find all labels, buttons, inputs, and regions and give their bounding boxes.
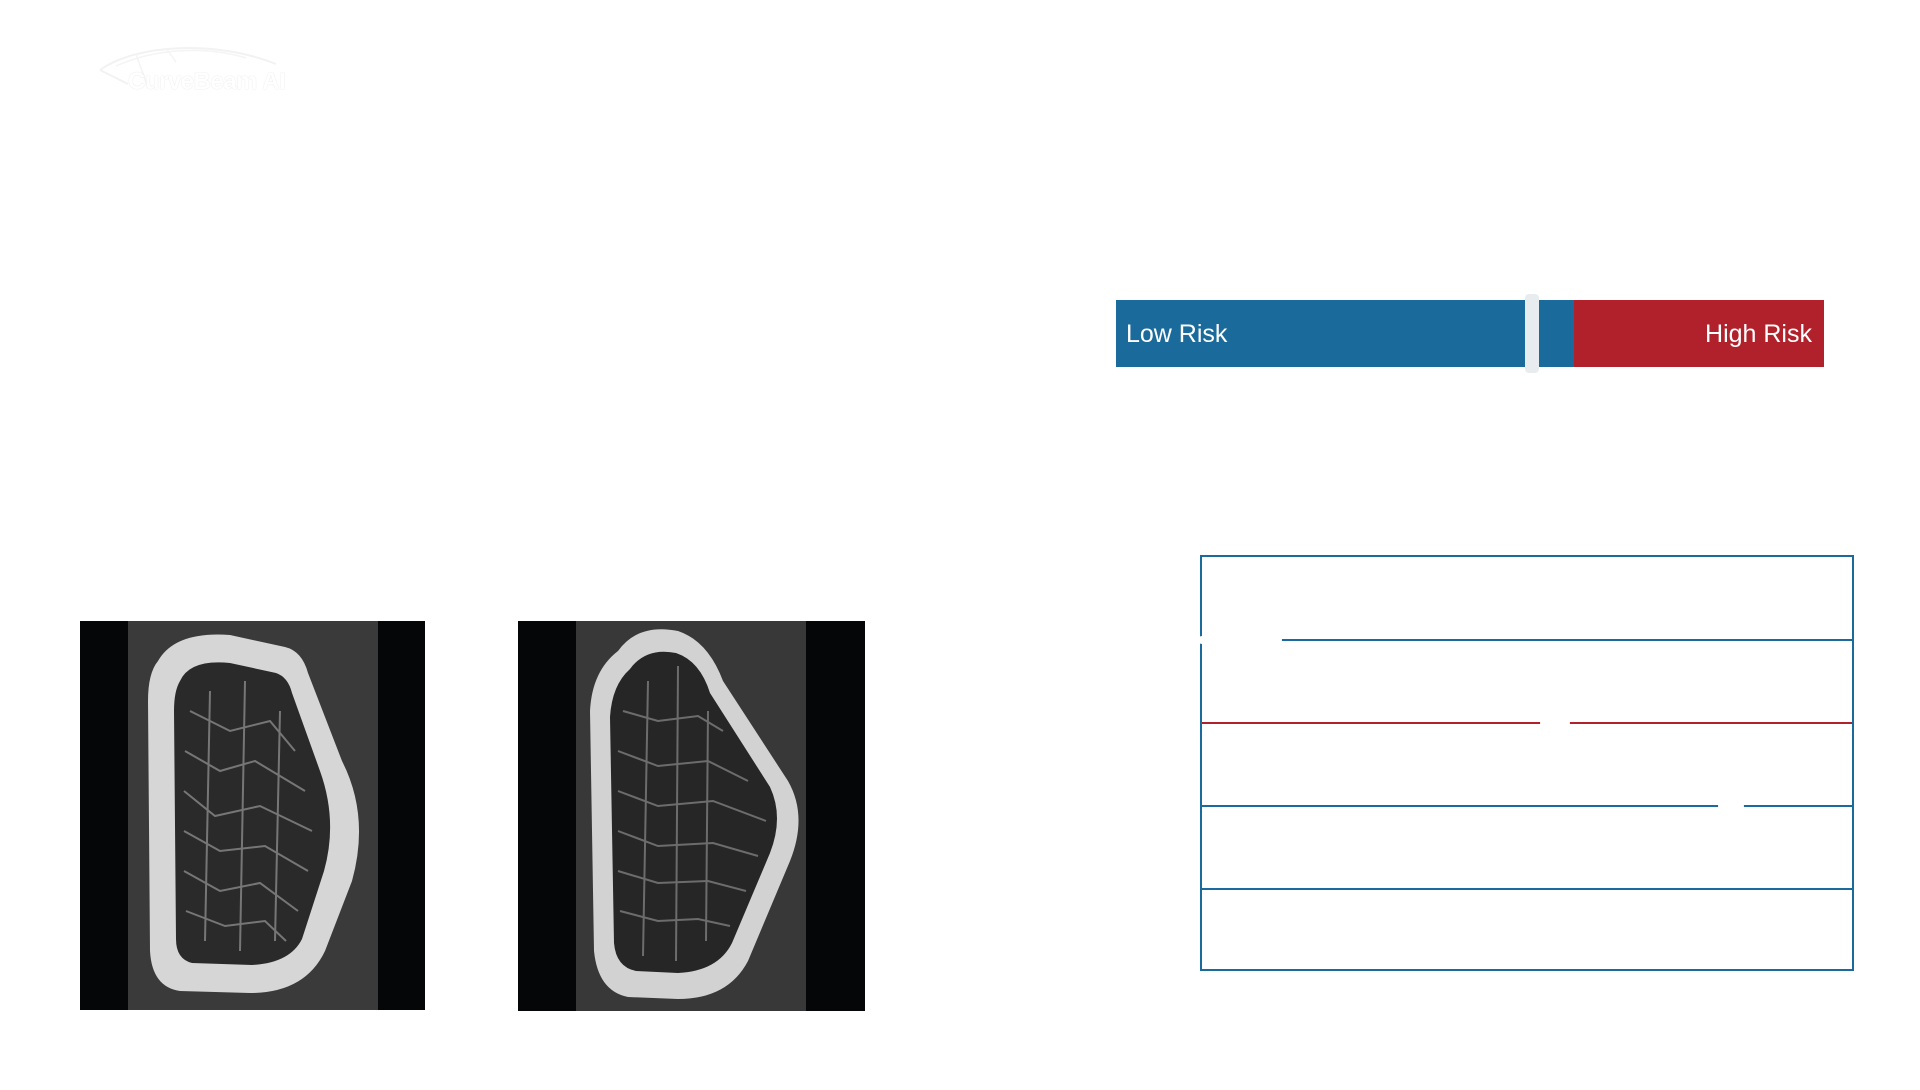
risk-position-marker: [1525, 294, 1539, 373]
result-row-1: [1202, 557, 1852, 640]
result-table: [1200, 555, 1854, 971]
risk-scale-bar: [1116, 300, 1824, 367]
result-row-5: [1202, 890, 1852, 973]
bone-scan-right: [518, 621, 865, 1011]
bone-cross-section-image: [518, 621, 865, 1011]
logo-wordmark: CurveBeam AI: [128, 68, 286, 95]
result-row-4: [1202, 807, 1852, 890]
result-row-2: [1202, 641, 1852, 724]
bone-scan-left: [80, 621, 425, 1010]
bone-cross-section-image: [80, 621, 425, 1010]
risk-low-label: Low Risk: [1126, 320, 1228, 348]
result-row-3: [1202, 724, 1852, 807]
risk-high-label: High Risk: [1705, 320, 1812, 348]
curvebeam-logo: [96, 44, 306, 100]
